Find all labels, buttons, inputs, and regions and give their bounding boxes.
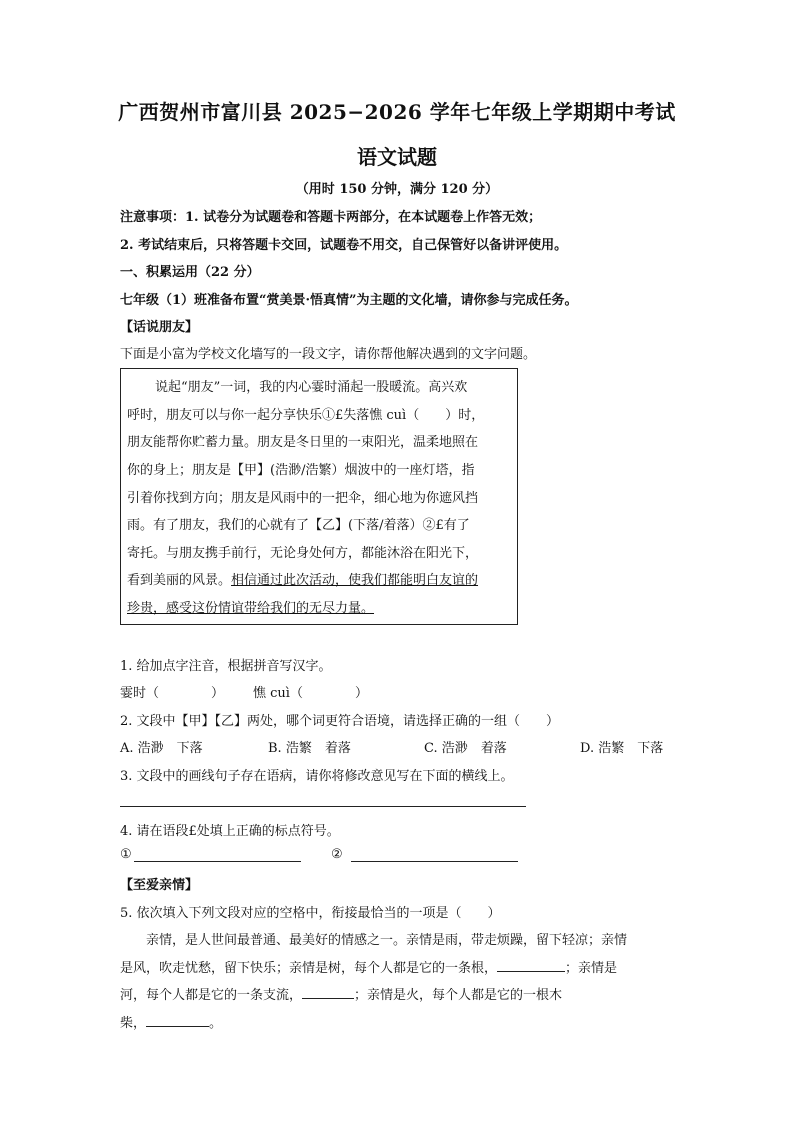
question-3: 3. 文段中的画线句子存在语病，请你将修改意见写在下面的横线上。 <box>120 769 514 784</box>
subsection-friends-intro: 下面是小富为学校文化墙写的一段文字，请你帮他解决遇到的文字问题。 <box>120 347 537 362</box>
answer-blank-1[interactable] <box>497 959 565 972</box>
question-2-option-d[interactable]: D. 浩繁 下落 <box>580 741 664 756</box>
paragraph-text: ；亲情是 <box>565 961 618 976</box>
question-4-mark-1: ① <box>120 847 132 862</box>
passage-line: 呼时，朋友可以与你一起分享快乐①£失落憔 cuì（ ）时， <box>127 408 485 423</box>
question-1: 1. 给加点字注音，根据拼音写汉字。 <box>120 659 332 674</box>
question-5-paragraph-line <box>120 984 562 1003</box>
question-4: 4. 请在语段£处填上正确的标点符号。 <box>120 824 340 839</box>
paragraph-text: 河，每个人都是它的一条支流， <box>120 988 303 1003</box>
question-3-answer-line[interactable] <box>120 806 526 807</box>
passage-line: 雨。有了朋友，我们的心就有了【乙】(下落/着落）②£有了 <box>127 518 470 533</box>
notice-line-2: 2. 考试结束后，只将答题卡交回，试题卷不用交，自己保管好以备讲评使用。 <box>120 238 568 253</box>
exam-time-and-score: （用时 150 分钟，满分 120 分） <box>295 182 499 197</box>
subsection-heading-friends: 【话说朋友】 <box>120 320 199 335</box>
question-4-answer-line-1[interactable] <box>134 861 301 862</box>
question-2: 2. 文段中【甲】【乙】两处，哪个词更符合语境，请选择正确的一组（ ） <box>120 714 560 729</box>
passage-line: 寄托。与朋友携手前行，无论身处何方，都能沐浴在阳光下， <box>127 546 479 561</box>
question-5-paragraph-line <box>120 1012 222 1031</box>
exam-title-line2: 语文试题 <box>357 145 437 169</box>
passage-plain-text: 看到美丽的风景。 <box>127 573 232 588</box>
passage-line: 引着你找到方向；朋友是风雨中的一把伞，细心地为你遮风挡 <box>127 491 479 506</box>
question-5-paragraph-line: 亲情，是人世间最普通、最美好的情感之一。亲情是雨，带走烦躁，留下轻凉；亲情 <box>146 933 628 948</box>
question-1-answer-a[interactable]: 霎时（ ） <box>120 686 225 701</box>
passage-line: 朋友能帮你贮蓄力量。朋友是冬日里的一束阳光，温柔地照在 <box>127 435 479 450</box>
subsection-heading-family: 【至爱亲情】 <box>120 878 199 893</box>
underlined-sentence-part1: 相信通过此次活动，使我们都能明白友谊的 <box>231 573 479 588</box>
question-2-option-c[interactable]: C. 浩渺 着落 <box>424 741 507 756</box>
paragraph-text: 是风，吹走忧愁，留下快乐；亲情是树，每个人都是它的一条根， <box>120 961 498 976</box>
question-2-option-a[interactable]: A. 浩渺 下落 <box>120 741 203 756</box>
question-5: 5. 依次填入下列文段对应的空格中，衔接最恰当的一项是（ ） <box>120 906 501 921</box>
exam-title-line1: 广西贺州市富川县 2025−2026 学年七年级上学期期中考试 <box>118 100 676 124</box>
passage-line: 你的身上；朋友是【甲】(浩渺/浩繁）烟波中的一座灯塔，指 <box>127 463 475 478</box>
notice-line-1: 注意事项：1. 试卷分为试题卷和答题卡两部分，在本试题卷上作答无效； <box>120 210 542 225</box>
section-heading-accumulation: 一、积累运用（22 分） <box>120 265 260 280</box>
task-intro: 七年级（1）班准备布置“赏美景·悟真情”为主题的文化墙，请你参与完成任务。 <box>120 293 578 308</box>
answer-blank-3[interactable] <box>146 1014 209 1027</box>
paragraph-text: 。 <box>209 1016 223 1031</box>
question-2-option-b[interactable]: B. 浩繁 着落 <box>268 741 351 756</box>
passage-box <box>120 368 518 625</box>
question-5-paragraph-line <box>120 957 617 976</box>
underlined-sentence-part2: 珍贵，感受这份情谊带给我们的无尽力量。 <box>127 601 375 616</box>
passage-line <box>127 569 478 588</box>
paragraph-text: 柴， <box>120 1016 147 1031</box>
question-4-answer-line-2[interactable] <box>351 861 518 862</box>
answer-blank-2[interactable] <box>302 986 354 999</box>
question-4-mark-2: ② <box>331 847 343 862</box>
question-1-answer-b[interactable]: 憔 cuì（ ） <box>253 686 368 701</box>
passage-line: 说起“朋友”一词，我的内心霎时涌起一股暖流。高兴欢 <box>155 380 468 395</box>
paragraph-text: ；亲情是火，每个人都是它的一根木 <box>354 988 563 1003</box>
